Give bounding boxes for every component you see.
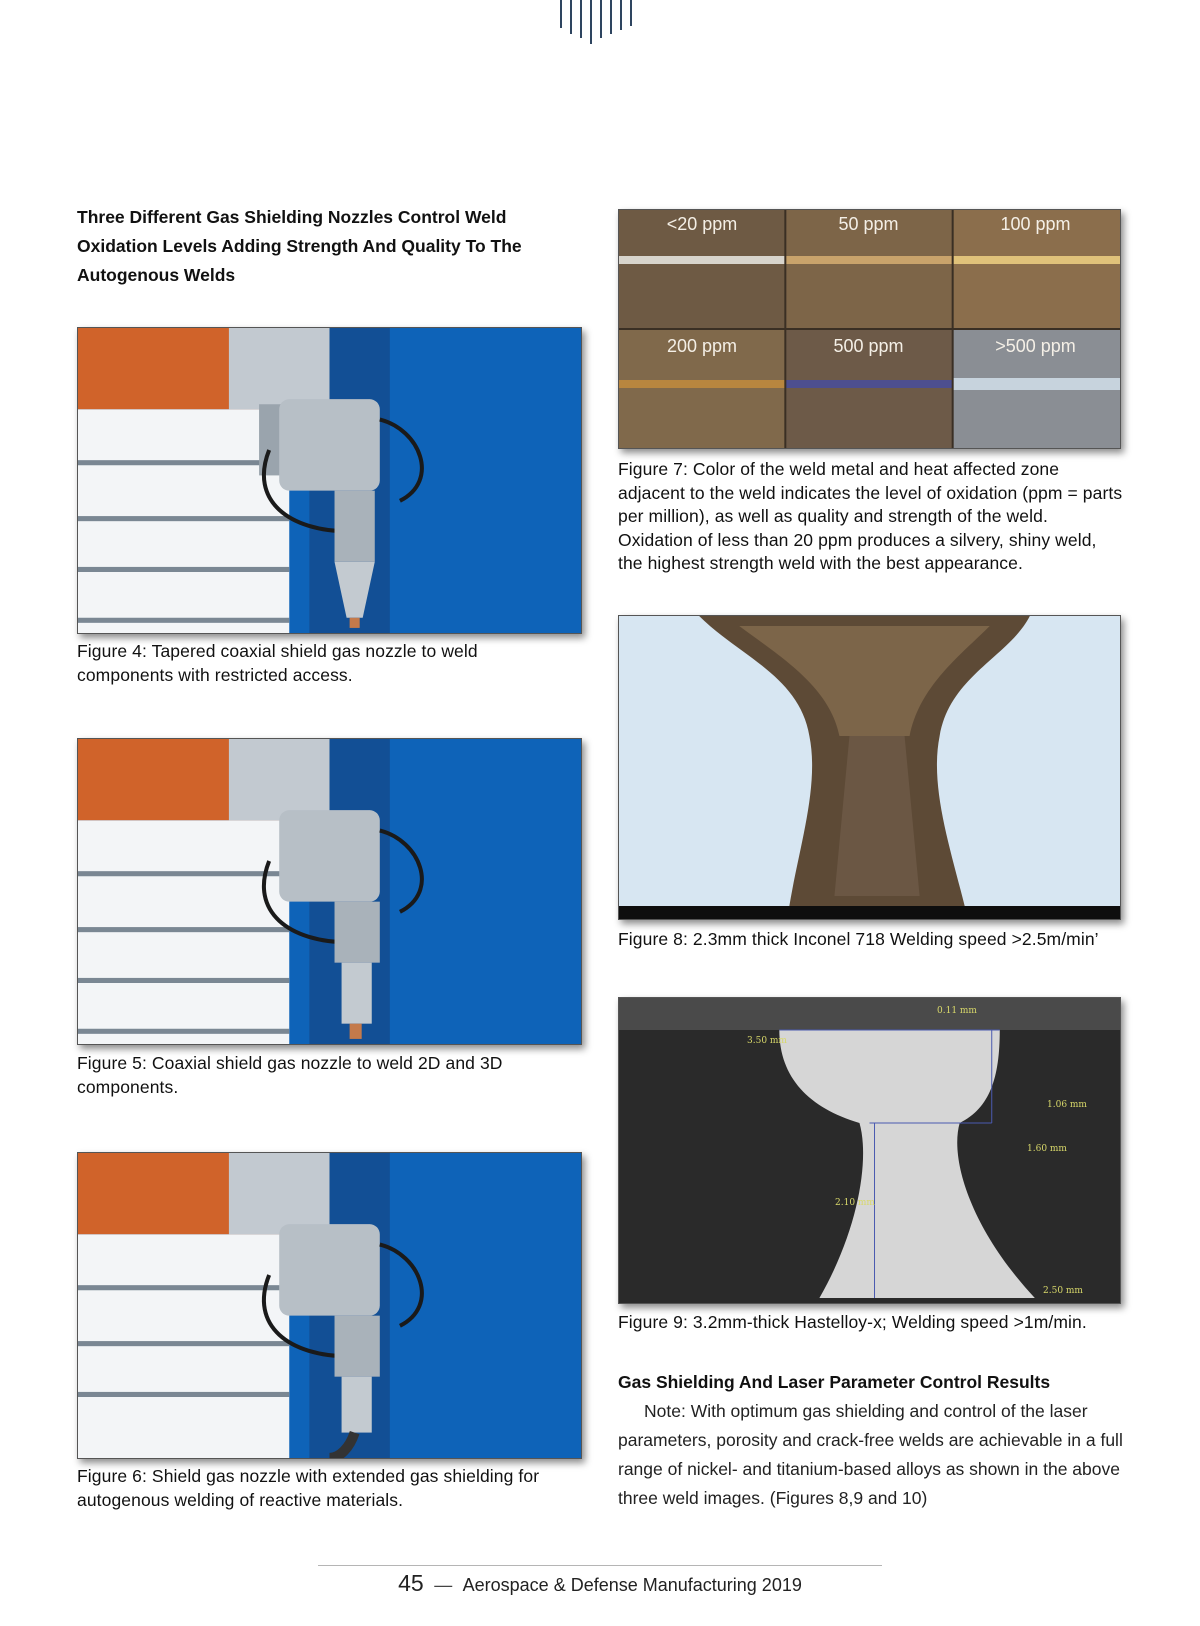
inconel-weld-cross-section bbox=[619, 616, 1120, 919]
left-heading: Three Different Gas Shielding Nozzles Control Weld Oxidation Levels Adding Strength And Quality To The Autogenous Welds bbox=[77, 207, 522, 285]
measurement-label: 1.60 mm bbox=[1027, 1144, 1067, 1154]
measurement-label: 2.10 mm bbox=[835, 1198, 875, 1208]
measurement-label: 3.50 mm bbox=[747, 1036, 787, 1046]
oxidation-weld-grid bbox=[619, 210, 1120, 448]
figure9-photo bbox=[618, 997, 1121, 1304]
figure5-photo bbox=[77, 738, 582, 1045]
figure6-photo bbox=[77, 1152, 582, 1459]
figure5-caption: Figure 5: Coaxial shield gas nozzle to weld 2D and 3D components. bbox=[77, 1053, 503, 1097]
panel-label-100ppm: 100 ppm bbox=[1000, 214, 1071, 234]
panel-label-50ppm: 50 ppm bbox=[838, 214, 899, 234]
measurement-label: 2.50 mm bbox=[1043, 1286, 1083, 1296]
header-bars-decoration bbox=[560, 0, 644, 48]
figure8-photo bbox=[618, 615, 1121, 920]
page-number: 45 bbox=[398, 1570, 424, 1596]
panel-label-200ppm: 200 ppm bbox=[666, 336, 738, 356]
laser-head-image bbox=[78, 1153, 581, 1458]
figure7-photo bbox=[618, 209, 1121, 449]
figure6-caption: Figure 6: Shield gas nozzle with extended gas shielding for autogenous welding of reactive materials. bbox=[77, 1466, 540, 1510]
figure7-caption: Figure 7: Color of the weld metal and heat affected zone adjacent to the weld indicates the level of oxidation (ppm = parts per million), as well as quality and strength of the weld. Oxidation of less than 20 ppm produces a silvery, shiny weld, the highest strength weld with the best appearance. bbox=[618, 459, 1123, 573]
measurement-label: 1.06 mm bbox=[1047, 1100, 1087, 1110]
results-heading: Gas Shielding And Laser Parameter Control Results bbox=[618, 1372, 1051, 1392]
footer-divider bbox=[318, 1565, 882, 1566]
panel-label-over500ppm: >500 ppm bbox=[995, 336, 1076, 356]
panel-label-20ppm: <20 ppm bbox=[666, 214, 738, 234]
publication-name: Aerospace & Defense Manufacturing 2019 bbox=[462, 1575, 802, 1595]
page-footer bbox=[0, 1570, 1200, 1597]
figure9-caption: Figure 9: 3.2mm-thick Hastelloy-x; Welding speed >1m/min. bbox=[618, 1312, 1087, 1332]
figure8-caption: Figure 8: 2.3mm thick Inconel 718 Welding speed >2.5m/min’ bbox=[618, 929, 1099, 949]
laser-head-image bbox=[78, 739, 581, 1044]
measurement-label: 0.11 mm bbox=[937, 1006, 977, 1016]
figure4-photo bbox=[77, 327, 582, 634]
results-body: Note: With optimum gas shielding and control of the laser parameters, porosity and crack-free welds are achievable in a full range of nickel- and titanium-based alloys as shown in the above three weld images. (Figures 8,9 and 10) bbox=[618, 1401, 1123, 1508]
panel-label-500ppm: 500 ppm bbox=[833, 336, 904, 356]
figure4-caption: Figure 4: Tapered coaxial shield gas nozzle to weld components with restricted access. bbox=[77, 641, 478, 685]
laser-head-image bbox=[78, 328, 581, 633]
footer-dash: — bbox=[434, 1575, 453, 1595]
